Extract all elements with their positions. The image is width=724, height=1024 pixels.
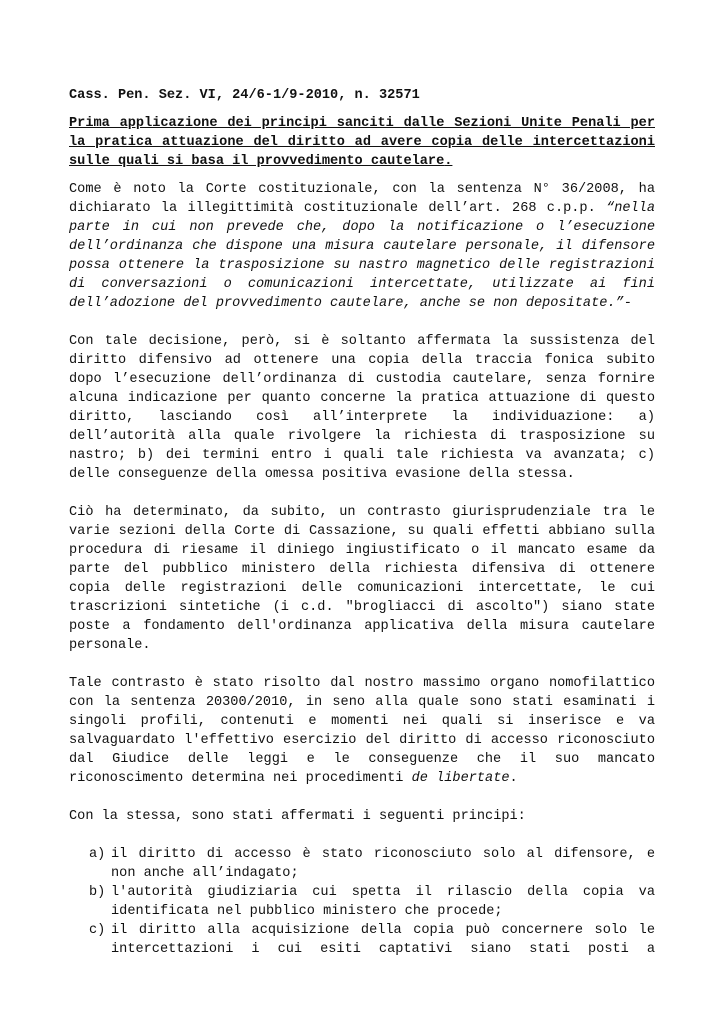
paragraph-1-quote: “nella parte in cui non prevede che, dopo la notificazione o l’esecuzione dell’ordinanza che dispone una misura cautelare personale, il difensore possa ottenere la trasposizione su nastro magnetico delle registrazioni di conversazioni o comunicazioni intercettate, utilizzate ai fini dell’adozione del provvedimento cautelare, anche se non depositate.” — [69, 201, 655, 311]
document-page — [69, 86, 655, 959]
paragraph-1 — [69, 180, 655, 313]
paragraph-4-lead: Tale contrasto è stato risolto dal nostro massimo organo nomofilattico con la sentenza 20300/2010, in seno alla quale sono stati esaminati i singoli profili, contenuti e momenti nei quali si inserisce e va salvaguardato l'effettivo esercizio del diritto di accesso riconosciuto dal Giudice delle leggi e le conseguenze che il suo mancato riconoscimento determina nei procedimenti — [69, 676, 655, 786]
case-reference: Cass. Pen. Sez. VI, 24/6-1/9-2010, n. 32571 — [69, 88, 420, 103]
paragraph-3: Ciò ha determinato, da subito, un contrasto giurisprudenziale tra le varie sezioni della Corte di Cassazione, su quali effetti abbiano sulla procedura di riesame il diniego ingiustificato o il mancato esame da parte del pubblico ministero della richiesta difensiva di ottenere copia delle registrazioni delle comunicazioni intercettate, le cui trascrizioni sintetiche (i c.d. "brogliacci di ascolto") siano state poste a fondamento dell'ordinanza applicativa della misura cautelare personale. — [69, 505, 655, 653]
list-item — [89, 883, 655, 921]
list-item-text: il diritto di accesso è stato riconosciuto solo al difensore, e non anche all’indagato; — [111, 847, 655, 881]
list-item-marker: a) — [89, 847, 106, 862]
list-item — [89, 921, 655, 959]
document-title-text: Prima applicazione dei principi sanciti dalle Sezioni Unite Penali per la pratica attuazione del diritto ad avere copia delle intercettazioni sulle quali si basa il provvedimento cautelare — [69, 116, 655, 169]
paragraph-5: Con la stessa, sono stati affermati i seguenti principi: — [69, 809, 526, 824]
list-item-marker: b) — [89, 885, 106, 900]
paragraph-4-tail: . — [509, 771, 518, 786]
paragraph-2: Con tale decisione, però, si è soltanto affermata la sussistenza del diritto difensivo ad ottenere una copia della traccia fonica subito dopo l’esecuzione dell’ordinanza di custodia cautelare, senza fornire alcuna indicazione per quanto concerne la pratica attuazione di questo diritto, lasciando così all’interprete la individuazione: a) dell’autorità alla quale rivolgere la richiesta di trasposizione su nastro; b) dei termini entro i quali tale richiesta va avanzata; c) delle conseguenze della omessa positiva evasione della stessa. — [69, 334, 655, 482]
paragraph-1-tail: - — [623, 296, 632, 311]
list-item-marker: c) — [89, 923, 106, 938]
document-title-period: . — [444, 154, 453, 169]
list-item-text: il diritto alla acquisizione della copia può concernere solo le intercettazioni i cui esiti captativi siano stati posti a — [111, 923, 655, 957]
list-item-text: l'autorità giudiziaria cui spetta il rilascio della copia va identificata nel pubblico ministero che procede; — [111, 885, 655, 919]
document-title — [69, 114, 655, 171]
paragraph-1-lead: Come è noto la Corte costituzionale, con la sentenza N° 36/2008, ha dichiarato la illegittimità costituzionale dell’art. 268 c.p.p. — [69, 182, 655, 216]
list-item — [89, 845, 655, 883]
principles-list — [69, 845, 655, 959]
paragraph-4 — [69, 674, 655, 788]
paragraph-4-italic: de libertate — [411, 771, 510, 786]
